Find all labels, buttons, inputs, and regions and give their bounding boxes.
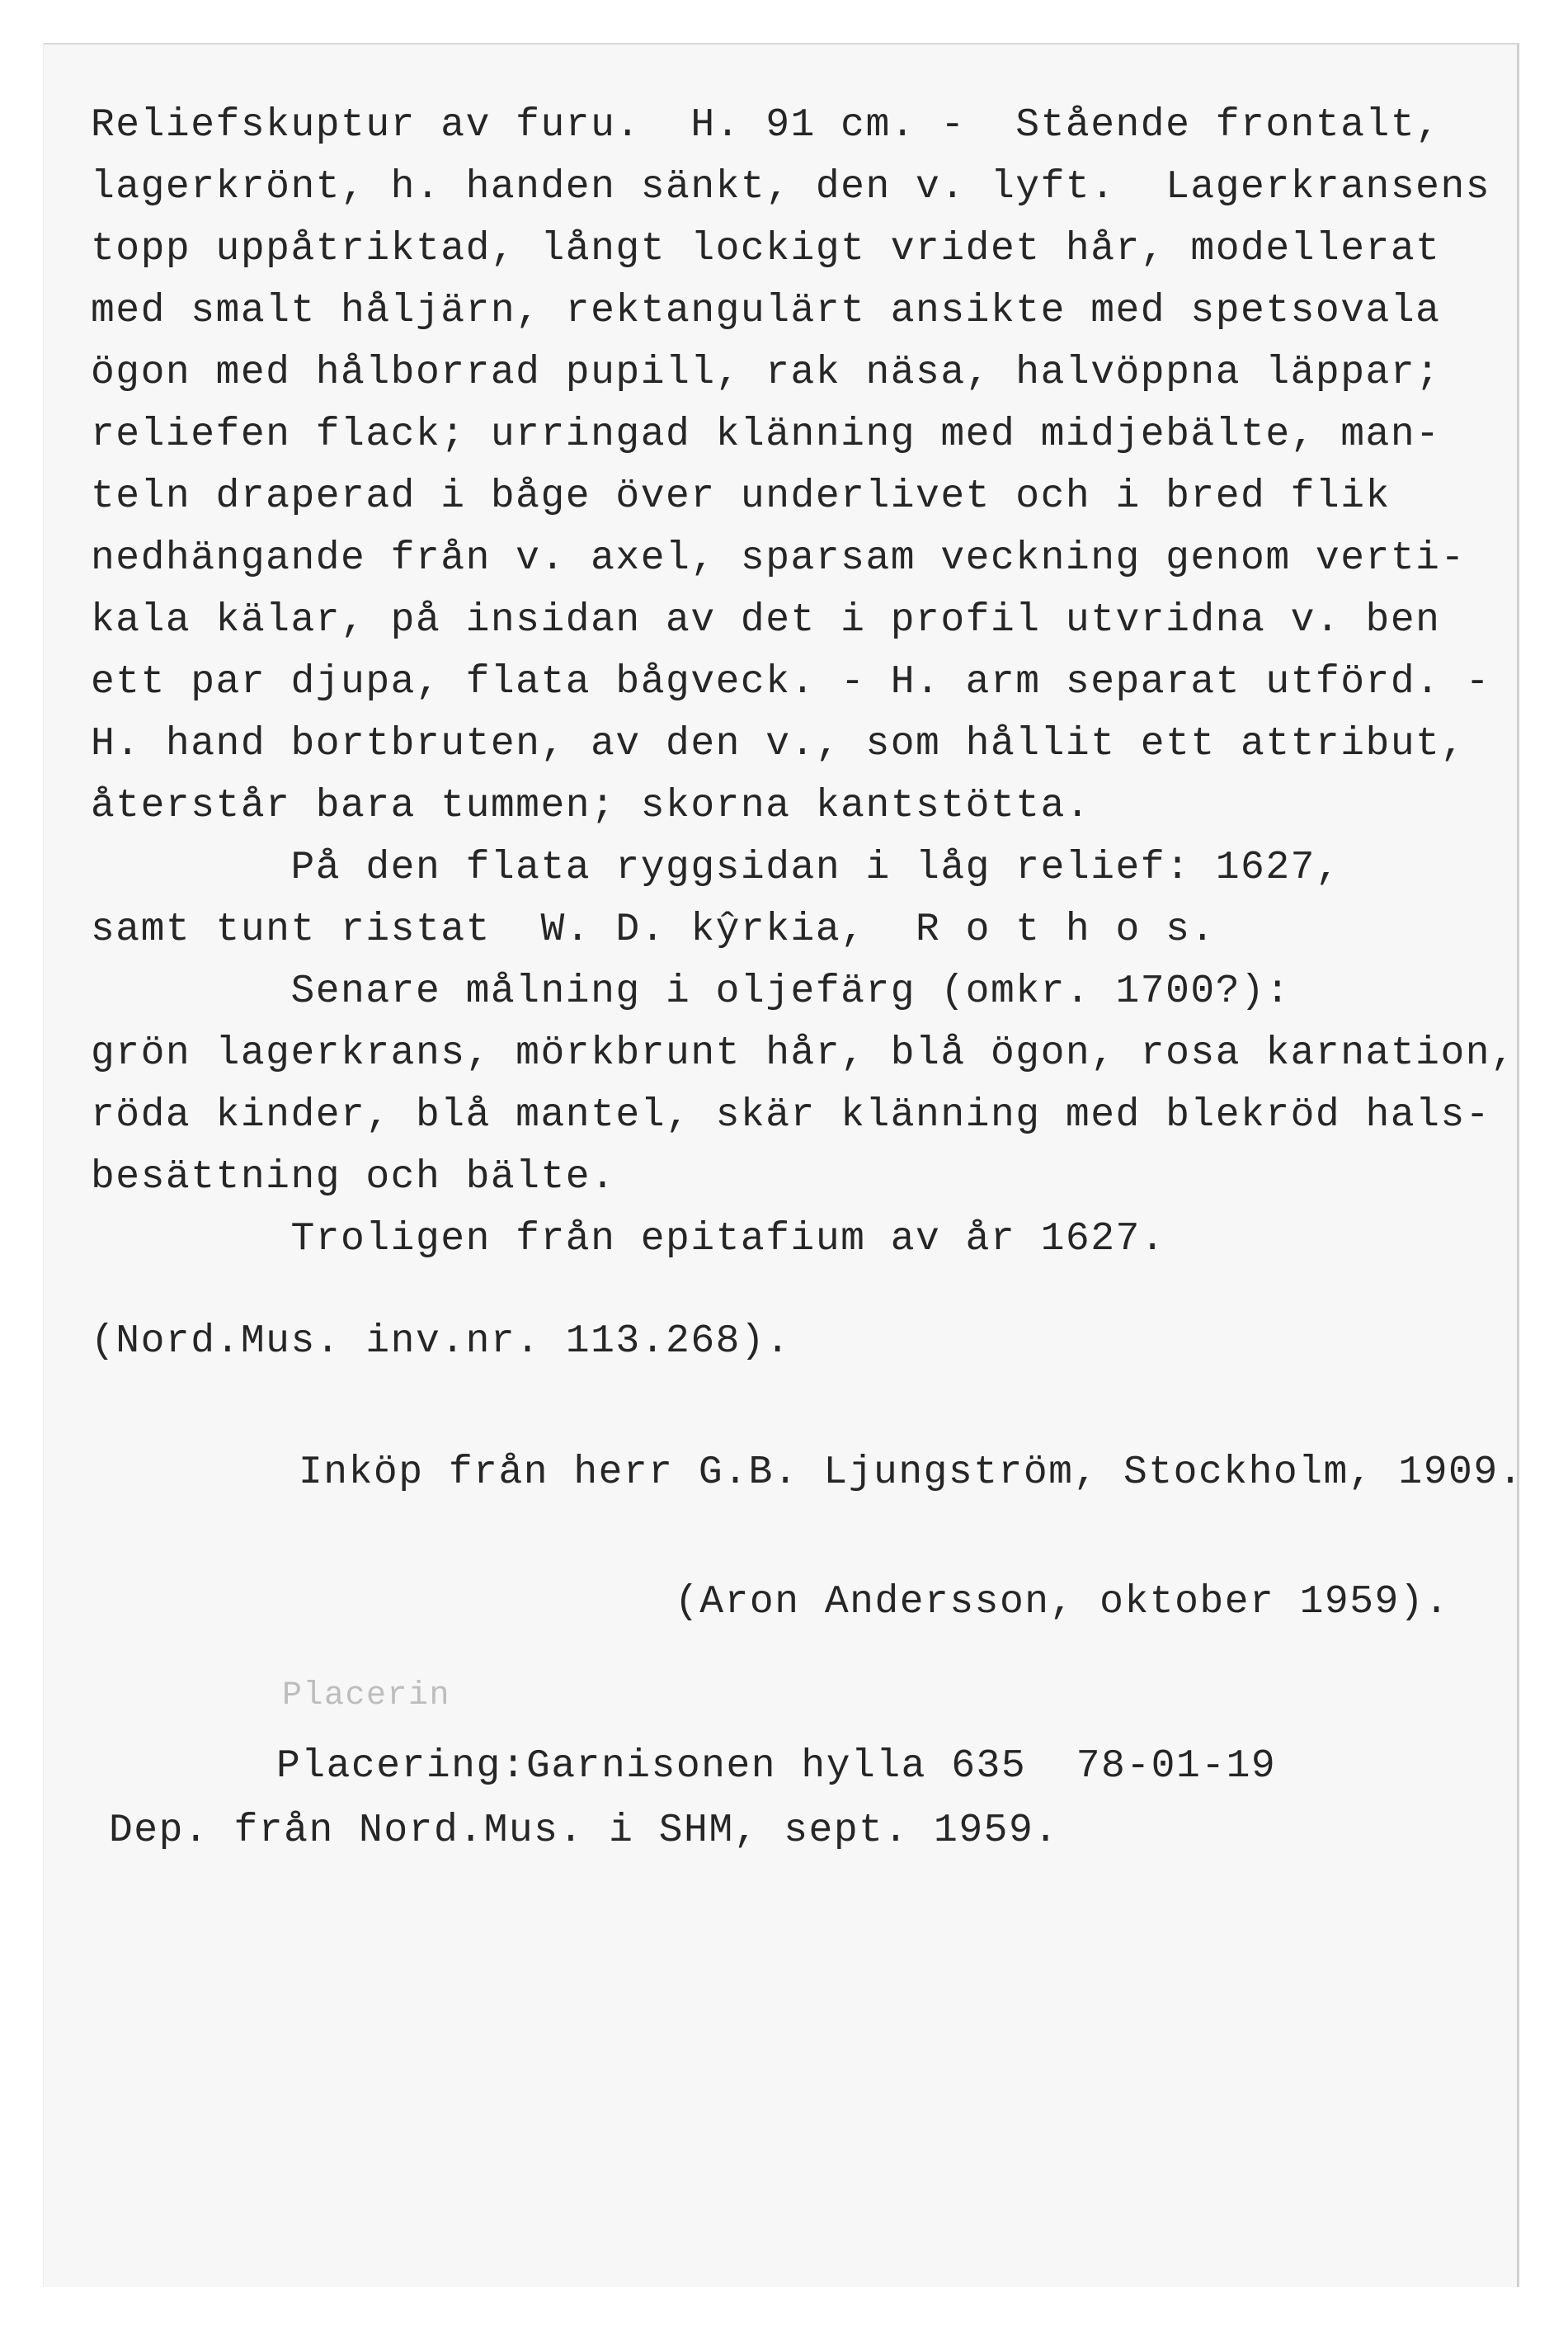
description-line: reliefen flack; urringad klänning med midjebälte, man-: [91, 413, 1441, 457]
description-line: grön lagerkrans, mörkbrunt hår, blå ögon, rosa karnation,: [91, 1031, 1516, 1076]
deposit-note: Dep. från Nord.Mus. i SHM, sept. 1959.: [109, 1809, 1059, 1853]
description-line: På den flata ryggsidan i låg relief: 1627,: [91, 846, 1341, 890]
description-line: H. hand bortbruten, av den v., som hållit ett attribut,: [91, 722, 1466, 766]
description-line: lagerkrönt, h. handen sänkt, den v. lyft. Lagerkransens: [91, 165, 1491, 210]
description-line: besättning och bälte.: [91, 1155, 616, 1200]
description-line: teln draperad i båge över underlivet och i bred flik: [91, 474, 1391, 519]
inventory-number: (Nord.Mus. inv.nr. 113.268).: [91, 1319, 791, 1364]
placement-note: Placering:Garnisonen hylla 635 78-01-19: [276, 1744, 1277, 1789]
description-line: nedhängande från v. axel, sparsam veckning genom verti-: [91, 536, 1466, 581]
purchase-note: Inköp från herr G.B. Ljungström, Stockholm, 1909.: [299, 1450, 1523, 1495]
description-line: Reliefskuptur av furu. H. 91 cm. - Stående frontalt,: [91, 103, 1441, 148]
description-line: Senare målning i oljefärg (omkr. 1700?):: [91, 969, 1291, 1014]
author-note: (Aron Andersson, oktober 1959).: [675, 1580, 1450, 1625]
description-line: Troligen från epitafium av år 1627.: [91, 1217, 1166, 1262]
description-line: ett par djupa, flata bågveck. - H. arm separat utförd. -: [91, 660, 1491, 705]
description-line: återstår bara tummen; skorna kantstötta.: [91, 784, 1091, 828]
description-line: kala kälar, på insidan av det i profil utvridna v. ben: [91, 598, 1441, 643]
description-line: med smalt håljärn, rektangulärt ansikte med spetsovala: [91, 289, 1441, 333]
description-line: topp uppåtriktad, långt lockigt vridet hår, modellerat: [91, 227, 1441, 271]
description-line: röda kinder, blå mantel, skär klänning med blekröd hals-: [91, 1093, 1491, 1138]
description-line: samt tunt ristat W. D. kŷrkia, R o t h o s.: [91, 908, 1216, 952]
description-line: ögon med hålborrad pupill, rak näsa, halvöppna läppar;: [91, 351, 1441, 395]
faint-stamp-text: Placerin: [282, 1677, 451, 1714]
